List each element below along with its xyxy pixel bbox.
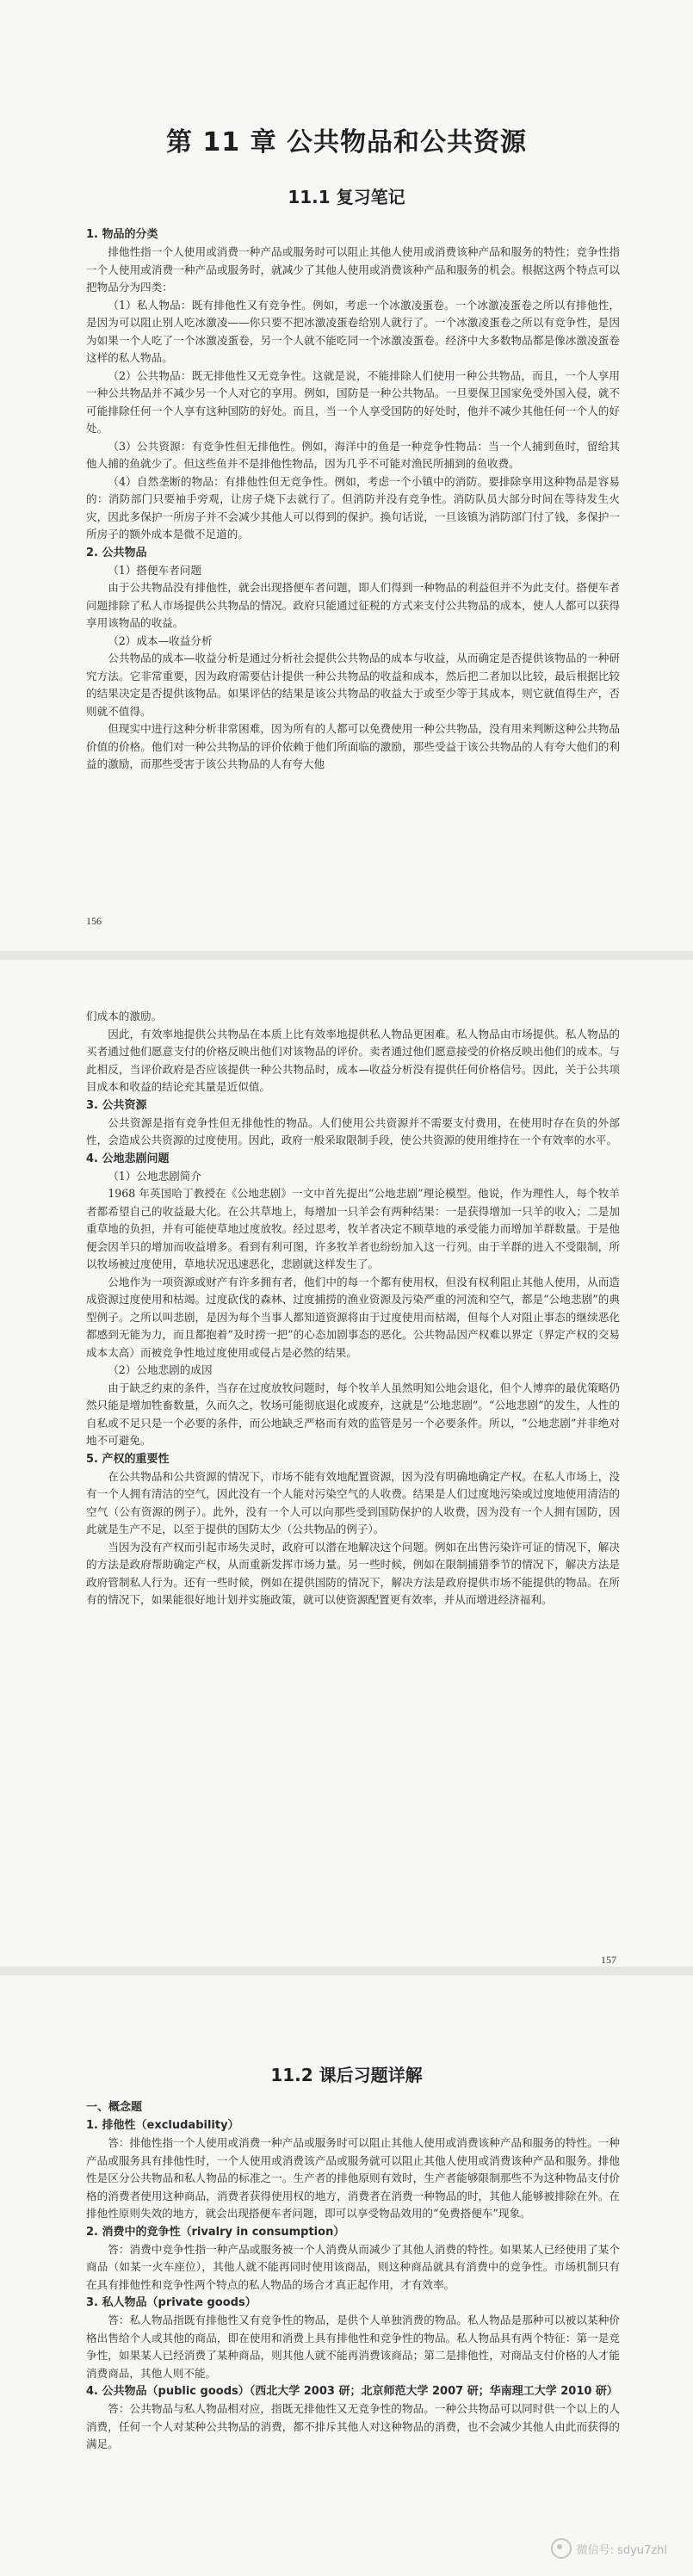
- section-heading: 2. 消费中的竞争性（rivalry in consumption）: [86, 2225, 345, 2239]
- section-title-review-notes: 11.1 复习笔记: [288, 187, 405, 207]
- paragraph: 答：私人物品指既有排他性又有竞争性的物品，是供个人单独消费的物品。私人物品是那种可以被以某种价格出售给个人或其他的商品，即在使用和消费上具有排他性和竞争性的物品。私人物品具有两个特征：第一是竞争性，如果某人已经消费了某种商品，则其他人就不能再消费该商品；第二是排他性，对商品支付价格的人才能消费商品，其他人则不能。: [86, 2313, 620, 2380]
- page-divider: [0, 1967, 693, 1975]
- paragraph: （2）公共物品：既无排他性又无竞争性。这就是说，不能排除人们使用一种公共物品，而且，一个人享用一种公共物品并不减少另一个人对它的享用。例如，国防是一种公共物品。一旦要保卫国家免受外国入侵，就不可能排除任何一个人享有这种国防的好处。而且，当一个人享受国防的好处时，他并不减少其他任何一个人的好处。: [86, 368, 620, 435]
- subheading: （2）成本—收益分析: [108, 633, 213, 647]
- subheading: （1）搭便车者问题: [108, 563, 201, 577]
- paragraph: 因此，有效率地提供公共物品在本质上比有效率地提供私人物品更困难。私人物品由市场提供。私人物品的买者通过他们愿意支付的价格反映出他们对该物品的评价。卖者通过他们愿意接受的价格反映出他们的成本。与此相反，当评价政府是否应该提供一种公共物品时，成本—收益分析没有提供任何价格信号。因此，关于公共项目成本和收益的结论充其量是近似值。: [86, 1027, 620, 1093]
- section-heading: 3. 公共资源: [86, 1098, 147, 1112]
- paragraph: 排他性指一个人使用或消费一种产品或服务时可以阻止其他人使用或消费该种产品和服务的特性；竞争性指一个人使用或消费一种产品或服务时，就减少了其他人使用或消费该种产品和服务的机会。根据这两个特点可以把物品分为四类：: [86, 245, 620, 293]
- page-number: 156: [86, 915, 102, 927]
- page-156-body: [86, 225, 620, 774]
- subheading: （1）公地悲剧简介: [108, 1169, 201, 1183]
- chapter-title: 第 11 章 公共物品和公共资源: [165, 127, 528, 158]
- section-heading: 4. 公共物品（public goods）（西北大学 2003 研；北京师范大学 2007 研；华南理工大学 2010 研）: [86, 2385, 618, 2398]
- watermark-text: 微信号: sdyu7zhl: [576, 2543, 667, 2557]
- paragraph: 公共资源是指有竞争性但无排他性的物品。人们使用公共资源并不需要支付费用，在使用时存在负的外部性，会造成公共资源的过度使用。因此，政府一般采取限制手段，使公共资源的使用维持在一个有效率的水平。: [86, 1115, 620, 1146]
- wechat-watermark: [551, 2538, 667, 2559]
- section-heading: 一、概念题: [86, 2101, 143, 2114]
- wechat-icon: [551, 2538, 572, 2559]
- page-156: [0, 0, 693, 951]
- paragraph: 但现实中进行这种分析非常困难，因为所有的人都可以免费使用一种公共物品，没有用来判断这种公共物品价值的价格。他们对一种公共物品的评价依赖于他们所面临的激励，那些受益于该公共物品的人有夸大他们的利益的激励，而那些受害于该公共物品的人有夸大他: [86, 722, 620, 770]
- paragraph: 1968 年英国哈丁教授在《公地悲剧》一文中首先提出“公地悲剧”理论模型。他说，作为理性人，每个牧羊者都希望自己的收益最大化。在公共草地上，每增加一只羊会有两种结果：一是获得增加一只羊的收入；二是加重草地的负担，并有可能使草地过度放牧。经过思考，牧羊者决定不顾草地的承受能力而增加羊群数量。于是他便会因羊只的增加而收益增多。看到有利可图，许多牧羊者也纷纷加入这一行列。由于羊群的进入不受限制，所以牧场被过度使用，草地状况迅速恶化，悲剧就这样发生了。: [86, 1187, 620, 1270]
- section-heading: 1. 排他性（excludability）: [86, 2119, 239, 2132]
- paragraph: 答：排他性指一个人使用或消费一种产品或服务时可以阻止其他人使用或消费该种产品和服务的特性。一种产品或服务具有排他性时，一个人使用或消费该产品或服务就可以阻止其他人使用或消费该种产品和服务。排他性是区分公共物品和私人物品的标准之一。生产者的排他原则有效时，生产者能够限制那些不为这种物品支付价格的消费者使用这种商品，消费者获得使用权的地方，消费者在消费一种物品的时，其他人能够被排除在外。在排他性原则失效的地方，就会出现搭便车者问题，即可以享受物品效用的“免费搭便车”现象。: [86, 2136, 620, 2220]
- paragraph: 公共物品的成本—收益分析是通过分析社会提供公共物品的成本与收益，从而确定是否提供该物品的一种研究方法。它非常重要，因为政府需要估计提供一种公共物品的收益和成本，然后把二者加以比较，最后根据比较的结果决定是否提供该物品。如果评估的结果是该公共物品的收益大于或至少等于其成本，则它就值得生产，否则就不值得。: [86, 652, 620, 718]
- paragraph: 由于缺乏约束的条件，当存在过度放牧问题时，每个牧羊人虽然明知公地会退化，但个人博弈的最优策略仍然只能是增加牲畜数量，久而久之，牧场可能彻底退化或废弃，这就是“公地悲剧”。“公地悲剧”的发生，人性的自私或不足只是一个必要的条件，而公地缺乏严格而有效的监管是另一个必要条件。所以，“公地悲剧”并非绝对地不可避免。: [86, 1381, 620, 1447]
- paragraph: （3）公共资源：有竞争性但无排他性。例如，海洋中的鱼是一种竞争性物品：当一个人捕到鱼时，留给其他人捕的鱼就少了。但这些鱼并不是排他性物品，因为几乎不可能对渔民所捕到的鱼收费。: [86, 439, 620, 470]
- subheading: （2）公地悲剧的成因: [108, 1363, 213, 1376]
- section-heading: 2. 公共物品: [86, 546, 147, 559]
- section-heading: 1. 物品的分类: [86, 228, 158, 241]
- page-158: [0, 1975, 693, 2576]
- section-heading: 3. 私人物品（private goods）: [86, 2296, 257, 2309]
- page-157: [0, 960, 693, 1967]
- paragraph: （4）自然垄断的物品：有排他性但无竞争性。例如，考虑一个小镇中的消防。要排除享用这种物品是容易的：消防部门只要袖手旁观，让房子烧下去就行了。但消防并没有竞争性。消防队员大部分时间在等待发生火灾，因此多保护一所房子并不会减少其他人可以得到的保护。换句话说，一旦该镇为消防部门付了钱，多保护一所房子的额外成本是微不足道的。: [86, 474, 620, 541]
- paragraph: 们成本的激励。: [86, 1010, 163, 1022]
- paragraph: 当因为没有产权而引起市场失灵时，政府可以潜在地解决这个问题。例如在出售污染许可证的情况下，解决的方法是政府帮助确定产权，从而重新发挥市场力量。另一些时候，例如在限制捕猎季节的情况下，解决方法是政府管制私人行为。还有一些时候，例如在提供国防的情况下，解决方法是政府提供市场不能提供的物品。在所有的情况下，如果能很好地计划并实施政策，就可以使资源配置更有效率，并从而增进经济福利。: [86, 1540, 620, 1606]
- page-158-body: [86, 2098, 620, 2454]
- section-heading: 4. 公地悲剧问题: [86, 1152, 170, 1165]
- section-heading: 5. 产权的重要性: [86, 1452, 170, 1466]
- paragraph: （1）私人物品：既有排他性又有竞争性。例如，考虑一个冰激凌蛋卷。一个冰激凌蛋卷之所以有排他性，是因为可以阻止别人吃冰激凌——你只要不把冰激凌蛋卷给别人就行了。一个冰激凌蛋卷之所以有竞争性，是因为如果一个人吃了一个冰激凌蛋卷，另一个人就不能吃同一个冰激凌蛋卷。经济中大多数物品都是像冰激凌蛋卷这样的私人物品。: [86, 298, 620, 364]
- page-divider: [0, 951, 693, 960]
- paragraph: 公地作为一项资源或财产有许多拥有者，他们中的每一个都有使用权，但没有权利阻止其他人使用，从而造成资源过度使用和枯竭。过度砍伐的森林、过度捕捞的渔业资源及污染严重的河流和空气，都是“公地悲剧”的典型例子。之所以叫悲剧，是因为每个当事人都知道资源将由于过度使用而枯竭，但每个人对阻止事态的继续恶化都感到无能为力，而且都抱着“及时捞一把”的心态加剧事态的恶化。公共物品因产权难以界定（界定产权的交易成本太高）而被竞争性地过度使用或侵占是必然的结果。: [86, 1275, 620, 1359]
- page-number: 157: [601, 1954, 616, 1966]
- paragraph: 答：公共物品与私人物品相对应，指既无排他性又无竞争性的物品。一种公共物品可以同时供一个以上的人消费，任何一个人对某种公共物品的消费，都不排斥其他人对这种物品的消费，也不会减少其他人由此而获得的满足。: [86, 2402, 620, 2450]
- paragraph: 答：消费中竞争性指一种产品或服务被一个人消费从而减少了其他人消费的特性。如果某人已经使用了某个商品（如某一火车座位），其他人就不能再同时使用该商品，则这种商品就具有消费中的竞争性。市场机制只有在具有排他性和竞争性两个特点的私人物品的场合才真正起作用，才有效率。: [86, 2242, 620, 2291]
- page-157-body: [86, 1008, 620, 1609]
- paragraph: 由于公共物品没有排他性，就会出现搭便车者问题，即人们得到一种物品的利益但并不为此支付。搭便车者问题排除了私人市场提供公共物品的情况。政府只能通过征税的方式来支付公共物品的成本，使人人都可以获得享用该物品的收益。: [86, 581, 620, 629]
- section-title-exercises: 11.2 课后习题详解: [270, 2065, 423, 2085]
- paragraph: 在公共物品和公共资源的情况下，市场不能有效地配置资源，因为没有明确地确定产权。在私人市场上，没有一个人拥有清洁的空气，因此没有一个人能对污染空气的人收费。结果是人们过度地污染或过度地使用清洁的空气（公有资源的例子）。此外，没有一个人可以向那些受到国防保护的人收费，因为没有一个人拥有国防，因此就是生产不足，以至于提供的国防太少（公共物品的例子）。: [86, 1469, 620, 1535]
